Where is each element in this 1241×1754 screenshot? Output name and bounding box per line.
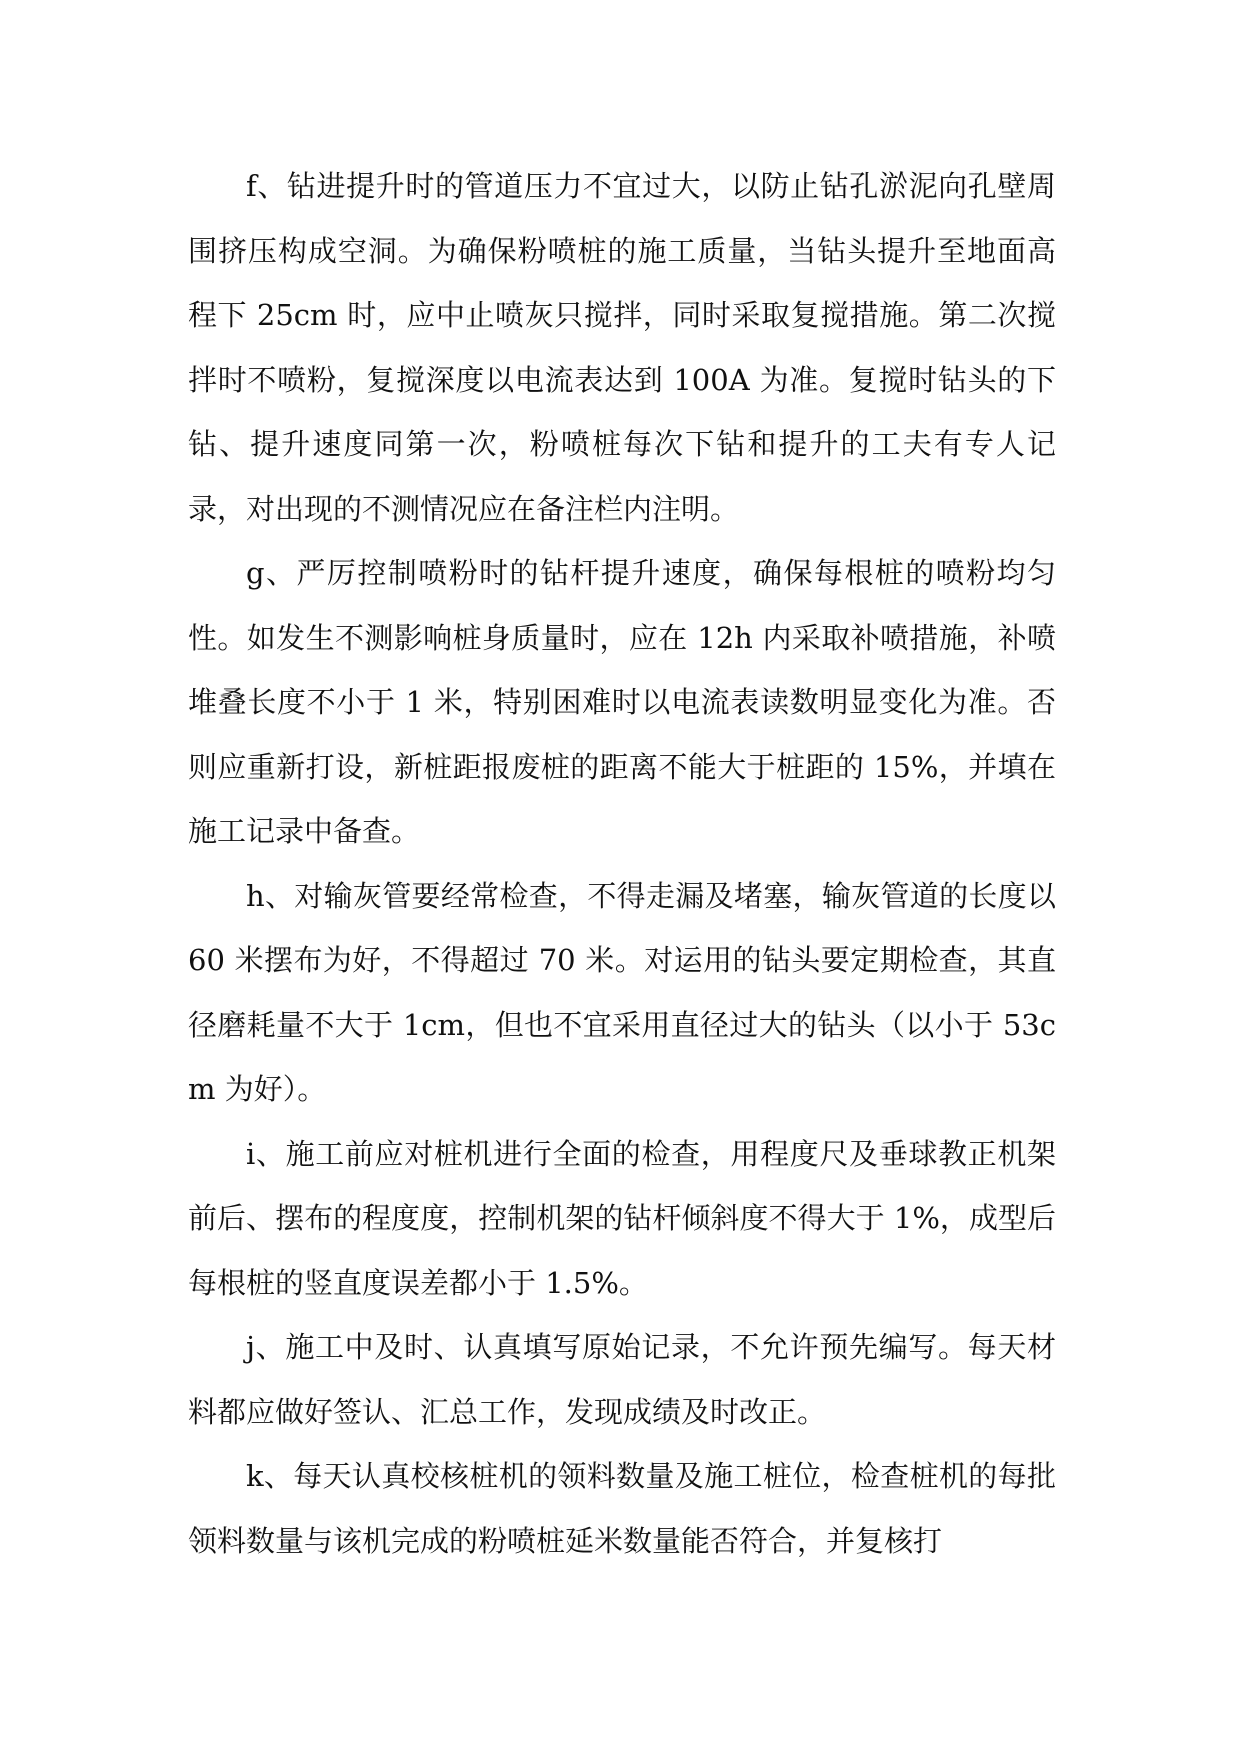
paragraph-h: h、对输灰管要经常检查，不得走漏及堵塞，输灰管道的长度以 60 米摆布为好，不得超过 70 米。对运用的钻头要定期检查，其直径磨耗量不大于 1cm，但也不宜采用直径过大的钻头（以小于 53cm 为好）。: [188, 878, 1056, 1106]
paragraph-i: i、施工前应对桩机进行全面的检查，用程度尺及垂球教正机架前后、摆布的程度度，控制机架的钻杆倾斜度不得大于 1%，成型后每根桩的竖直度误差都小于 1.5%。: [188, 1136, 1056, 1300]
paragraph-g: g、严厉控制喷粉时的钻杆提升速度，确保每根桩的喷粉均匀性。如发生不测影响桩身质量时，应在 12h 内采取补喷措施，补喷堆叠长度不小于 1 米，特别困难时以电流表读数明显变化为准。否则应重新打设，新桩距报废桩的距离不能大于桩距的 15%，并填在施工记录中备查。: [188, 556, 1056, 848]
paragraph-j: j、施工中及时、认真填写原始记录，不允许预先编写。每天材料都应做好签认、汇总工作，发现成绩及时改正。: [188, 1330, 1056, 1429]
paragraph-f: f、钻进提升时的管道压力不宜过大，以防止钻孔淤泥向孔壁周围挤压构成空洞。为确保粉喷桩的施工质量，当钻头提升至地面高程下 25cm 时，应中止喷灰只搅拌，同时采取复搅措施。第二次搅拌时不喷粉，复搅深度以电流表达到 100A 为准。复搅时钻头的下钻、提升速度同第一次，粉喷桩每次下钻和提升的工夫有专人记录，对出现的不测情况应在备注栏内注明。: [188, 169, 1056, 526]
document-body: [188, 154, 1056, 1573]
paragraph-k: k、每天认真校核桩机的领料数量及施工桩位，检查桩机的每批领料数量与该机完成的粉喷桩延米数量能否符合，并复核打: [188, 1459, 1056, 1558]
